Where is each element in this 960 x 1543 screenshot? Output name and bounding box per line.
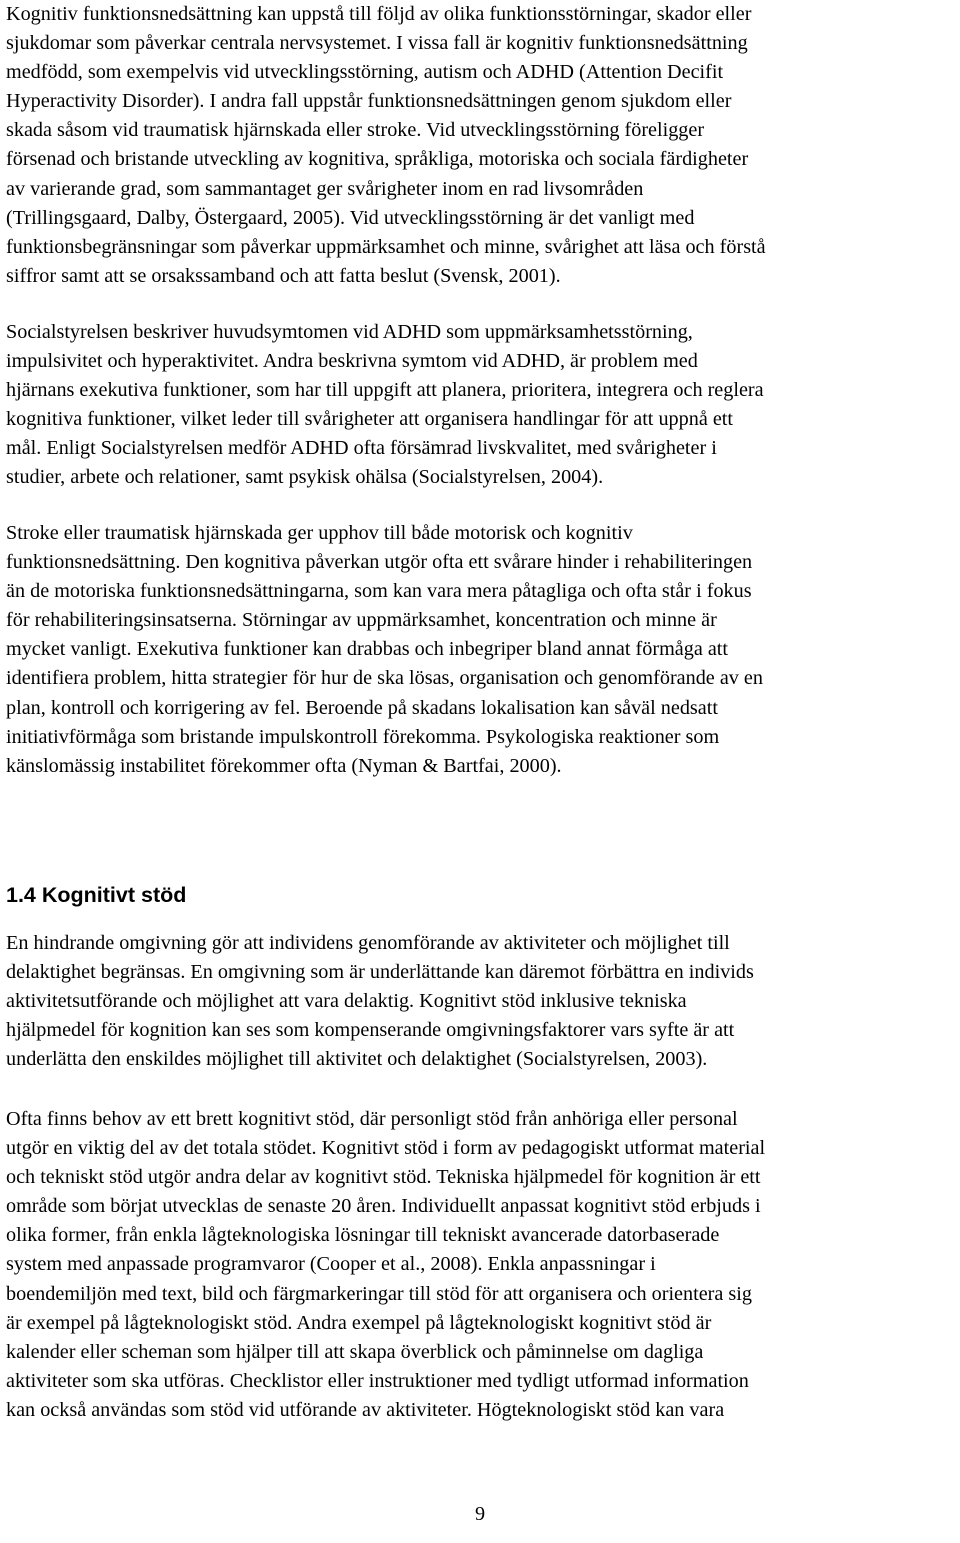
text-line: Stroke eller traumatisk hjärnskada ger upphov till både motorisk och kognitiv xyxy=(6,522,633,544)
text-line: kalender eller scheman som hjälper till att skapa överblick och påminnelse om dagliga xyxy=(6,1340,704,1363)
text-line: siffror samt att se orsakssamband och att fatta beslut (Svensk, 2001). xyxy=(6,264,561,287)
text-line: (Trillingsgaard, Dalby, Östergaard, 2005). Vid utvecklingsstörning är det vanligt med xyxy=(6,206,695,229)
text-line: En hindrande omgivning gör att individens genomförande av aktiviteter och möjlighet till xyxy=(6,932,730,954)
text-line: mål. Enligt Socialstyrelsen medför ADHD ofta försämrad livskvalitet, med svårigheter i xyxy=(6,437,717,460)
text-line: mycket vanligt. Exekutiva funktioner kan drabbas och inbegriper bland annat förmåga att xyxy=(6,638,729,661)
text-line: sjukdomar som påverkar centrala nervsystemet. I vissa fall är kognitiv funktionsnedsättning xyxy=(6,32,748,55)
text-line: identifiera problem, hitta strategier för hur de ska lösas, organisation och genomförande av en xyxy=(6,667,763,690)
paragraph-environment xyxy=(6,929,754,1074)
paragraph-cognitive-support xyxy=(6,1105,765,1425)
text-line: funktionsnedsättning. Den kognitiva påverkan utgör ofta ett svårare hinder i rehabiliteringen xyxy=(6,551,753,574)
text-line: kan också användas som stöd vid utförande av aktiviteter. Högteknologiskt stöd kan vara xyxy=(6,1398,725,1421)
text-line: område som börjat utvecklas de senaste 20 åren. Individuellt anpassat kognitivt stöd erbjuds i xyxy=(6,1195,761,1218)
text-line: delaktighet begränsas. En omgivning som är underlättande kan däremot förbättra en individs xyxy=(6,961,754,984)
text-line: underlätta den enskildes möjlighet till aktivitet och delaktighet (Socialstyrelsen, 2003). xyxy=(6,1048,708,1071)
text-line: impulsivitet och hyperaktivitet. Andra beskrivna symtom vid ADHD, är problem med xyxy=(6,350,698,373)
paragraph-cognitive-impairment xyxy=(6,0,766,291)
text-line: hjälpmedel för kognition kan ses som kompenserande omgivningsfaktorer vars syfte är att xyxy=(6,1019,735,1042)
text-line: kognitiva funktioner, vilket leder till svårigheter att organisera handlingar för att uppnå ett xyxy=(6,408,734,431)
text-line: aktiviteter som ska utföras. Checklistor eller instruktioner med tydligt utformad information xyxy=(6,1369,749,1392)
text-line: plan, kontroll och korrigering av fel. Beroende på skadans lokalisation kan såväl nedsatt xyxy=(6,696,718,719)
text-line: Socialstyrelsen beskriver huvudsymtomen vid ADHD som uppmärksamhetsstörning, xyxy=(6,321,693,343)
text-line: olika former, från enkla lågteknologiska lösningar till tekniskt avancerade datorbaserade xyxy=(6,1224,720,1247)
text-line: är exempel på lågteknologiskt stöd. Andra exempel på lågteknologiskt kognitivt stöd är xyxy=(6,1311,712,1334)
text-line: utgör en viktig del av det totala stödet. Kognitivt stöd i form av pedagogiskt utformat material xyxy=(6,1137,766,1160)
text-line: funktionsbegränsningar som påverkar uppmärksamhet och minne, svårighet att läsa och förstå xyxy=(6,235,766,258)
paragraph-adhd xyxy=(6,318,764,493)
text-line: skada såsom vid traumatisk hjärnskada eller stroke. Vid utvecklingsstörning föreligger xyxy=(6,119,705,142)
text-line: aktivitetsutförande och möjlighet att vara delaktig. Kognitivt stöd inklusive tekniska xyxy=(6,990,687,1013)
text-line: medfödd, som exempelvis vid utvecklingsstörning, autism och ADHD (Attention Decifit xyxy=(6,61,724,84)
text-line: känslomässig instabilitet förekommer ofta (Nyman & Bartfai, 2000). xyxy=(6,754,562,777)
text-line: hjärnans exekutiva funktioner, som har till uppgift att planera, prioritera, integrera och reglera xyxy=(6,379,764,402)
text-line: av varierande grad, som sammantaget ger svårigheter inom en rad livsområden xyxy=(6,177,644,200)
text-line: Hyperactivity Disorder). I andra fall uppstår funktionsnedsättningen genom sjukdom eller xyxy=(6,90,732,113)
text-line: Ofta finns behov av ett brett kognitivt stöd, där personligt stöd från anhöriga eller personal xyxy=(6,1108,738,1130)
text-line: studier, arbete och relationer, samt psykisk ohälsa (Socialstyrelsen, 2004). xyxy=(6,466,604,489)
text-line: än de motoriska funktionsnedsättningarna, som kan vara mera påtagliga och ofta står i fokus xyxy=(6,580,752,603)
text-line: för rehabiliteringsinsatserna. Störningar av uppmärksamhet, koncentration och minne är xyxy=(6,609,717,632)
text-line: försenad och bristande utveckling av kognitiva, språkliga, motoriska och sociala färdigheter xyxy=(6,148,749,171)
text-line: Kognitiv funktionsnedsättning kan uppstå till följd av olika funktionsstörningar, skador eller xyxy=(6,3,752,25)
paragraph-stroke xyxy=(6,519,763,781)
text-line: och tekniskt stöd utgör andra delar av kognitivt stöd. Tekniska hjälpmedel för kognition är ett xyxy=(6,1166,761,1189)
text-line: system med anpassade programvaror (Cooper et al., 2008). Enkla anpassningar i xyxy=(6,1253,656,1276)
text-line: boendemiljön med text, bild och färgmarkeringar till stöd för att organisera och orientera sig xyxy=(6,1282,752,1305)
text-line: initiativförmåga som bristande impulskontroll förekomma. Psykologiska reaktioner som xyxy=(6,725,720,748)
page-number: 9 xyxy=(474,1503,486,1525)
section-heading: 1.4 Kognitivt stöd xyxy=(6,883,187,907)
